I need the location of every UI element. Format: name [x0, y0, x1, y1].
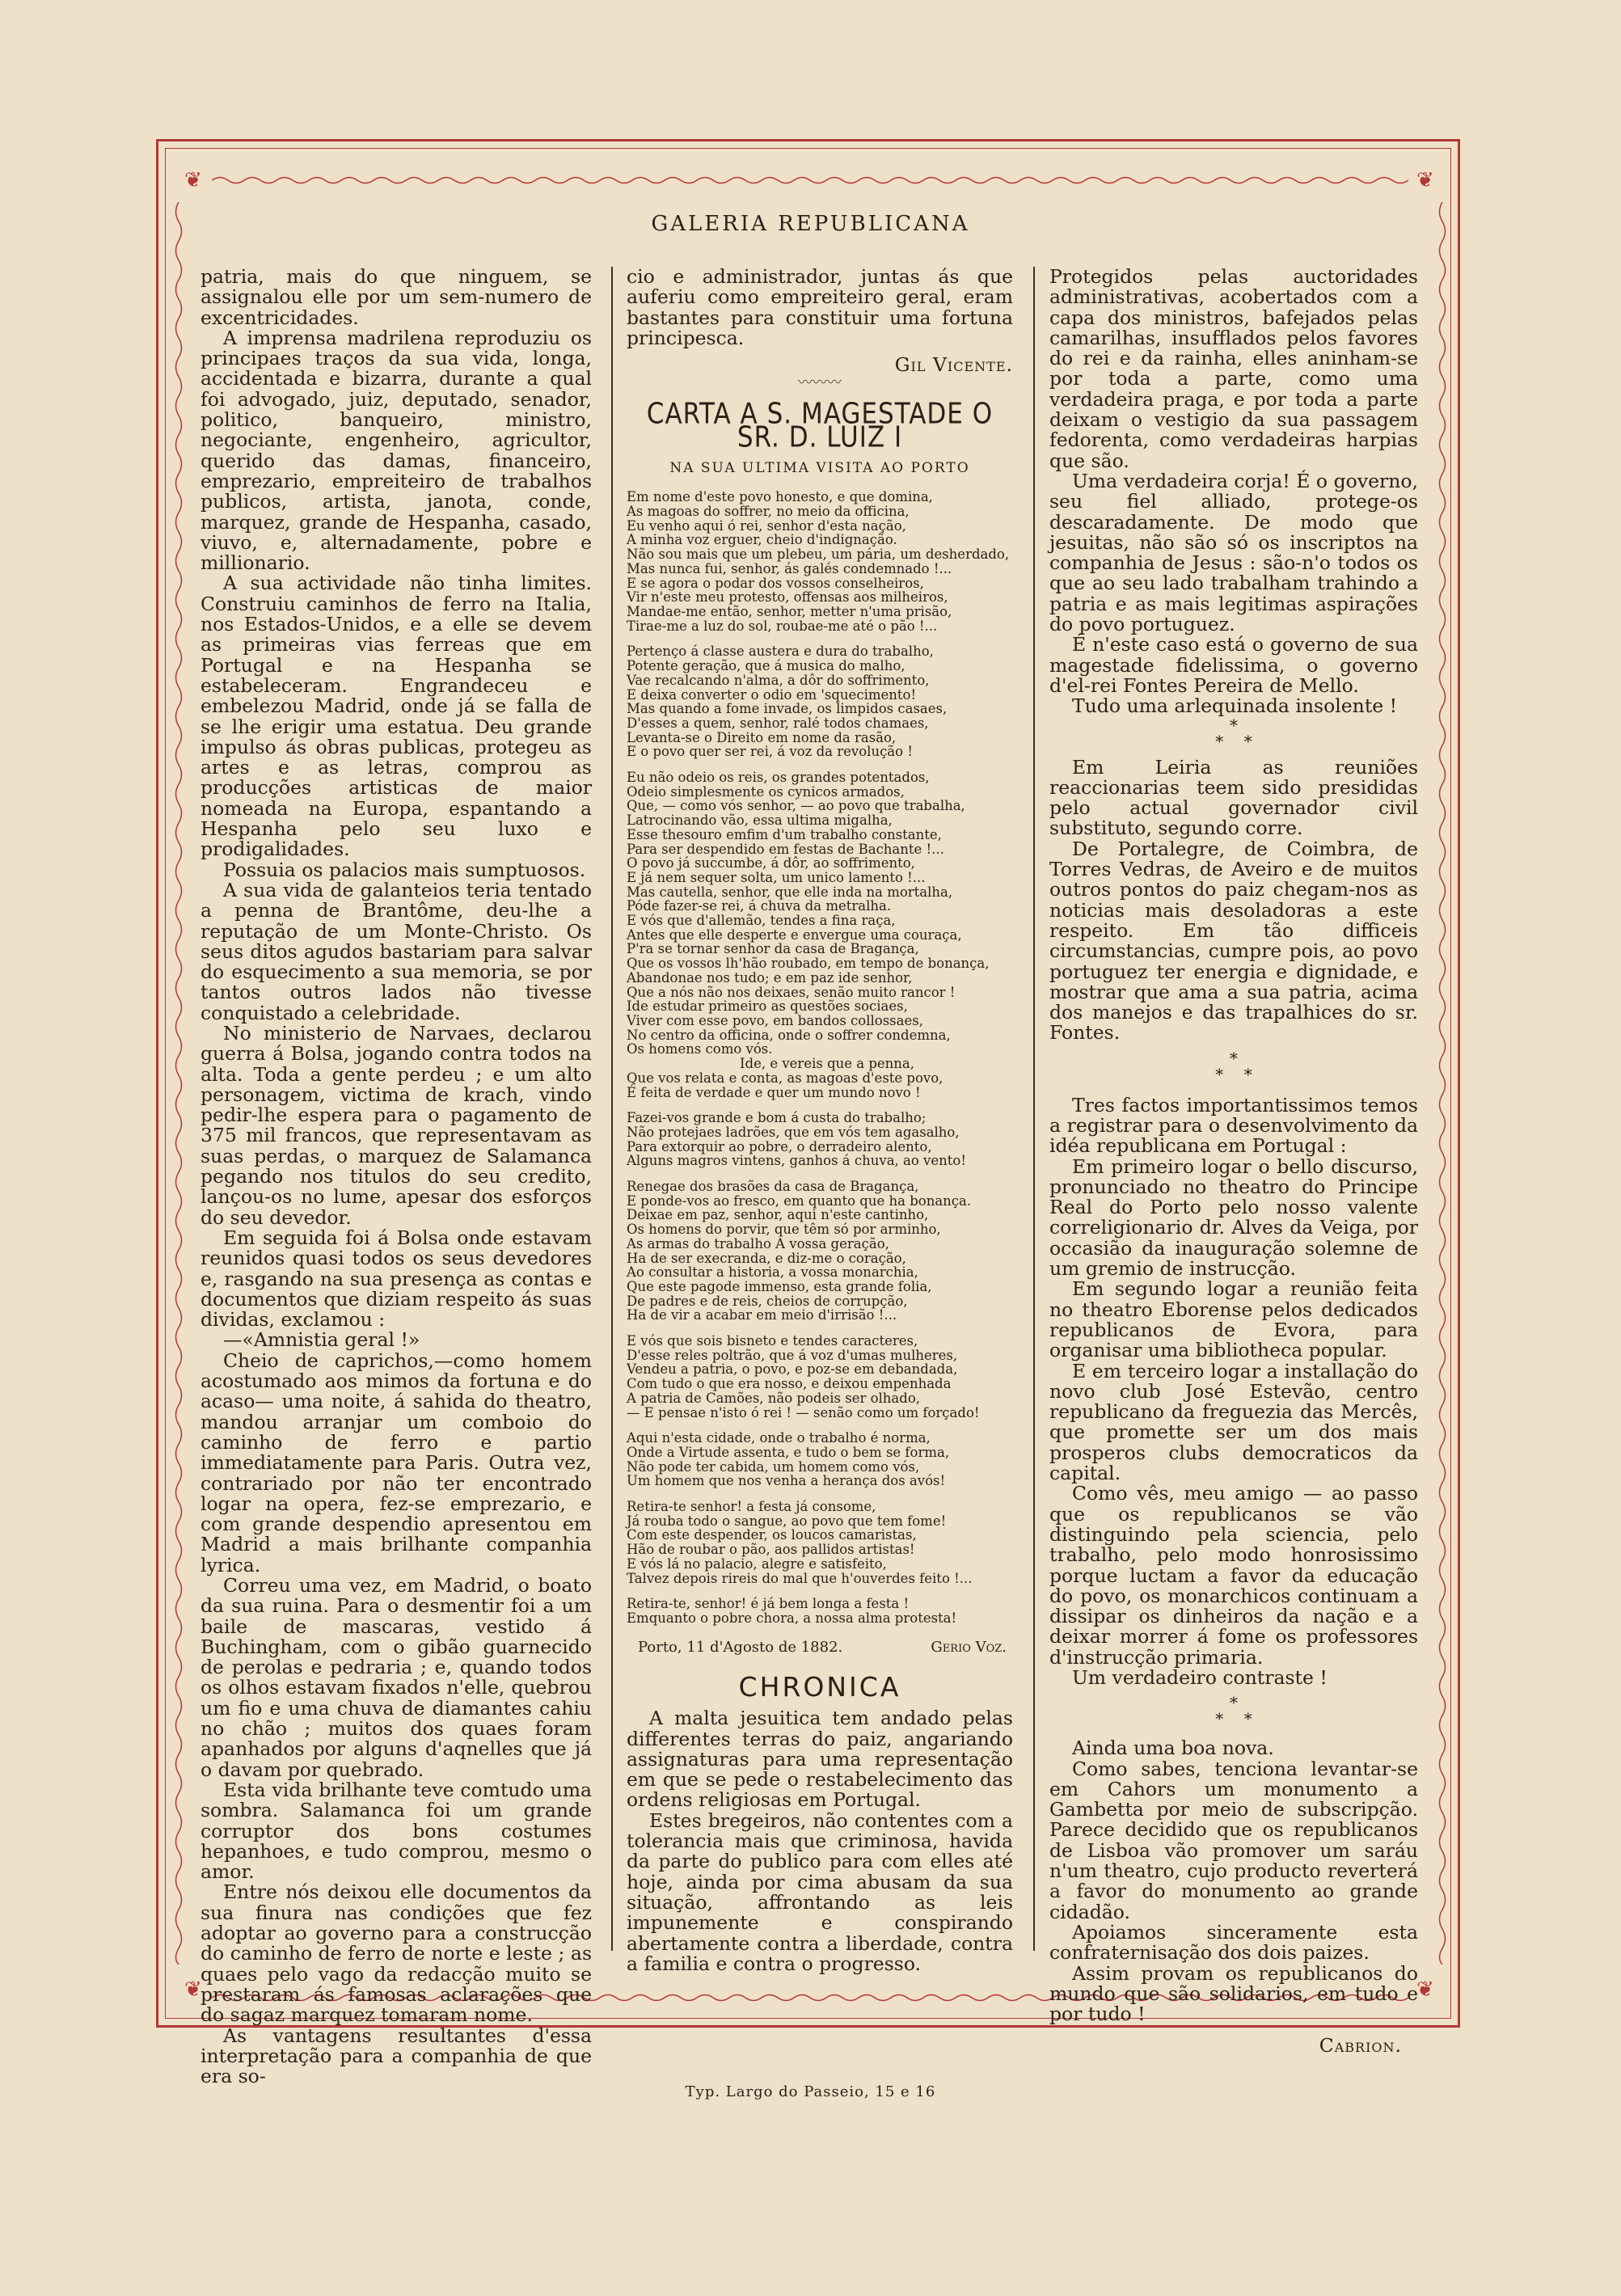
poem-stanza: [627, 1500, 1013, 1585]
poem-line: E vós que sois bisneto e tendes caracteres,: [627, 1333, 918, 1349]
poem-line: Retira-te, senhor! é já bem longa a festa !: [627, 1596, 910, 1612]
poem-line: Em nome d'este povo honesto, e que domina,: [627, 489, 933, 505]
asterism: * * *: [1215, 1048, 1252, 1084]
paragraph: Correu uma vez, em Madrid, o boato da sua ruina. Para o desmentir foi a um baile de mascaras, vestido á Buchingham, com o gibão guarnecido de perolas e pedraria ; e, quando todos os olhos estavam fixados n'elle, quebrou um fio e uma chuva de diamantes cahiu no chão ; muitos dos quaes foram apanhados por alguns d'aqnelles que já o davam por quebrado.: [201, 1574, 592, 1781]
paragraph: De Portalegre, de Coimbra, de Torres Vedras, de Aveiro e de muitos outros pontos do paiz chegam-nos as noticias mais desoladoras a este respeito. Em tão difficeis circumstancias, cumpre pois, ao povo portuguez ter energia e dignidade, e mostrar que ama a sua patria, acima dos manejos e das trapalhices do sr. Fontes.: [1049, 837, 1418, 1045]
poem-line: Mas nunca fui, senhor, ás galés condemnado !...: [627, 560, 952, 576]
col3-section-gambetta: [1049, 1738, 1418, 2024]
poem-line: Vae recalcando n'alma, a dôr do soffrimento,: [627, 672, 930, 688]
poem-title: CARTA A S. MAGESTADE O SR. D. LUIZ I: [646, 397, 994, 455]
poem-line: D'esse reles poltrão, que á voz d'umas mulheres,: [627, 1347, 958, 1363]
poem-line: Onde a Virtude assenta, e tudo o bem se forma,: [627, 1444, 950, 1460]
poem-line: Eu venho aqui ó rei, senhor d'esta nação,: [627, 517, 906, 534]
paragraph: Assim provam os republicanos do mundo que são solidarios, em tudo e por tudo !: [1049, 1961, 1418, 2026]
poem-line: Tirae-me a luz do sol, roubae-me até o pão !...: [627, 618, 938, 634]
paragraph: As vantagens resultantes d'essa interpretação para a companhia de que era so-: [201, 2024, 592, 2088]
poem-line: Alguns magros vintens, ganhos á chuva, ao vento!: [627, 1153, 966, 1169]
poem-line: E ponde-vos ao fresco, em quanto que ha bonança.: [627, 1192, 972, 1209]
poem-line: Com este despender, os loucos camaristas,: [627, 1527, 917, 1543]
poem-line: Para extorquir ao pobre, o derradeiro alento,: [627, 1138, 932, 1154]
poem-line: Abandonae nos tudo; e em paz ide senhor,: [627, 969, 913, 986]
paragraph: A sua vida de galanteios teria tentado a penna de Brantôme, deu-lhe a reputação de um Monte-Christo. Os seus ditos agudos bastariam para salvar do esquecimento a sua memoria, se por tantos outros lados não tivesse conquistado a celebridade.: [201, 878, 592, 1024]
poem-line: Eu não odeio os reis, os grandes potentados,: [627, 770, 930, 786]
poem-line: Vendeu a patria, o povo, e poz-se em debandada,: [627, 1361, 958, 1378]
poem-line: Não pode ter cabida, um homem como vós,: [627, 1458, 920, 1475]
poem-line: Póde fazer-se rei, á chuva da metralha.: [627, 898, 892, 914]
poem-line: Já rouba todo o sangue, ao povo que tem fome!: [627, 1513, 947, 1529]
col2-intro: cio e administrador, juntas ás que auferiu como empreiteiro geral, eram bastantes para constituir uma fortuna principesca.: [627, 265, 1013, 349]
poem-stanza: [627, 1111, 1013, 1168]
poem: [627, 490, 1013, 1625]
paragraph: Protegidos pelas auctoridades administrativas, acobertados com a capa dos ministros, bafejados pelas camarilhas, insufflados pelos favores do rei e da rainha, elles aninham-se por toda a parte, como uma verdadeira praga, e por toda a parte deixam o vestigio da sua passagem fedorenta, como verdadeiras harpias que são.: [1049, 265, 1418, 472]
poem-line: As armas do trabalho A vossa geração,: [627, 1235, 889, 1251]
poem-line: Não protejaes ladrões, que em vós tem agasalho,: [627, 1124, 960, 1140]
poem-line: Que os vossos lh'hão roubado, em tempo de bonança,: [627, 956, 990, 972]
paragraph: Em segundo logar a reunião feita no theatro Eborense pelos dedicados republicanos de Evora, para organisar uma bibliotheca popular.: [1049, 1277, 1418, 1362]
poem-line: E deixa converter o odio em 'squecimento!: [627, 686, 917, 703]
column-2: [627, 267, 1013, 1974]
poem-line: E o povo quer ser rei, á voz da revolução !: [627, 744, 913, 760]
poem-line: Ha de ser execranda, e diz-me o coração,: [627, 1250, 906, 1266]
separator-flourish: 〰〰〰: [798, 374, 842, 392]
poem-line: — E pensae n'isto ó rei ! — senão como um forçado!: [627, 1404, 980, 1420]
paragraph: E em terceiro logar a installação do novo club José Estevão, centro republicano da freguezia das Mercês, que promette ser um dos mais prosperos clubs democraticos da capital.: [1049, 1359, 1418, 1485]
poem-line: Viver com esse povo, em bandos collossaes,: [627, 1012, 923, 1028]
paragraph: Ainda uma boa nova.: [1072, 1737, 1274, 1760]
paragraph: Um verdadeiro contraste !: [1072, 1666, 1328, 1689]
poem-stanza: [627, 644, 1013, 759]
paragraph: Em primeiro logar o bello discurso, pronunciado no theatro do Principe Real do Porto pelo nosso valente correligionario dr. Alves da Veiga, por occasião da inauguração solemne de um gremio de instrucção.: [1049, 1154, 1418, 1281]
paragraph: patria, mais do que ninguem, se assignalou elle por um sem-numero de excentricidades.: [201, 265, 592, 329]
poem-line: Emquanto o pobre chora, a nossa alma protesta!: [627, 1610, 957, 1626]
poem-line: Levanta-se o Direito em nome da rasão,: [627, 729, 897, 745]
poem-stanza: [627, 1597, 1013, 1625]
poem-line: Esse thesouro emfim d'um trabalho constante,: [627, 826, 942, 842]
asterism: * * *: [1215, 1693, 1252, 1729]
paragraph: Como sabes, tenciona levantar-se em Cahors um monumento a Gambetta por meio de subscripção. Parece decidido que os republicanos de Lisboa vão promover um saráu n'um theatro, cujo producto reverterá a favor do monumento ao grande cidadão.: [1049, 1757, 1418, 1923]
column-1: [201, 267, 592, 2087]
poem-line: Odeio simplesmente os cynicos armados,: [627, 783, 905, 800]
col3-section-three-facts: [1049, 1095, 1418, 1689]
wavy-border-right: [1435, 202, 1450, 1965]
poem-stanza: [627, 1431, 1013, 1488]
poem-line: D'esses a quem, senhor, ralé todos chamaes,: [627, 715, 929, 731]
chronica-body: [627, 1708, 1013, 1974]
paragraph: Apoiamos sinceramente esta confraternisação dos dois paizes.: [1049, 1920, 1418, 1965]
poem-line: E vós lá no palacio, alegre e satisfeito,: [627, 1555, 887, 1572]
corner-flourish-bl: ❦: [184, 1977, 202, 2002]
corner-flourish-tl: ❦: [184, 168, 202, 192]
poem-line: Potente geração, que á musica do malho,: [627, 658, 905, 674]
poem-line: Mas quando a fome invade, os limpidos casaes,: [627, 701, 948, 717]
paragraph: Estes bregeiros, não contentes com a tolerancia mais que criminosa, havida da parte do publico para com elles até hoje, ainda por cima abusam da sua situação, affrontando as leis impunemente e conspirando abertamente contra a liberdade, contra a familia e contra o progresso.: [627, 1809, 1013, 1975]
poem-signature: Gerio Voz.: [931, 1638, 1007, 1656]
poem-line: Mandae-me então, senhor, metter n'uma prisão,: [627, 604, 952, 619]
col2-intro-signature: Gil Vicente.: [894, 353, 1013, 377]
poem-line: Ao consultar a historia, a vossa monarchia,: [627, 1264, 918, 1281]
poem-line: P'ra se tornar senhor da casa de Bragança,: [627, 941, 919, 957]
poem-line: Que vos relata e conta, as magoas d'este povo,: [627, 1070, 943, 1086]
column-rule-2: [1033, 267, 1035, 1951]
poem-line: E vós que d'allemão, tendes a fina raça,: [627, 913, 896, 929]
paragraph: A imprensa madrilena reproduziu os principaes traços da sua vida, longa, accidentada e bizarra, durante a qual foi advogado, juiz, deputado, senador, politico, banqueiro, ministro, negociante, engenheiro, agricultor, querido das damas, financeiro, emprezario, empreiteiro de trabalhos publicos, artista, janota, conde, marquez, grande de Hespanha, casado, viuvo, e, alternadamente, pobre e millionario.: [201, 326, 592, 575]
poem-line: O povo já succumbe, á dôr, ao soffrimento,: [627, 855, 915, 872]
poem-line: É feita de verdade e quer um mundo novo !: [627, 1084, 921, 1100]
poem-dateline: [627, 1637, 1013, 1657]
poem-line: Antes que elle desperte e envergue uma couraça,: [627, 926, 962, 943]
poem-stanza: [627, 1057, 1013, 1099]
poem-line: Não sou mais que um plebeu, um pária, um desherdado,: [627, 547, 1010, 563]
poem-stanza: [627, 770, 1013, 1057]
poem-line: Fazei-vos grande e bom á custa do trabalho;: [627, 1110, 927, 1126]
corner-flourish-br: ❦: [1416, 1977, 1434, 2002]
poem-line: Que a nós não nos deixaes, senão muito rancor !: [627, 984, 956, 1000]
poem-line: E já nem sequer solta, um unico lamento !...: [627, 869, 926, 885]
column-3: [1049, 267, 1418, 2057]
column-rule-1: [611, 267, 613, 1951]
poem-line: Latrocinando vão, essa ultima migalha,: [627, 812, 893, 829]
poem-line: Que, — como vós senhor, — ao povo que trabalha,: [627, 798, 965, 814]
poem-line: Aqui n'esta cidade, onde o trabalho é norma,: [627, 1430, 931, 1446]
paragraph: Em seguida foi á Bolsa onde estavam reunidos quasi todos os seus devedores e, rasgando na sua presença as contas e documentos que diziam respeito ás suas dividas, exclamou :: [201, 1226, 592, 1332]
poem-line: De padres e de reis, cheios de corrupção,: [627, 1293, 908, 1309]
poem-subtitle: NA SUA ULTIMA VISITA AO PORTO: [669, 460, 970, 477]
poem-line: Talvez depois rireis do mal que h'ouverdes feito !...: [627, 1570, 973, 1586]
corner-flourish-tr: ❦: [1416, 168, 1434, 192]
poem-line: Ide, e vereis que a penna,: [740, 1056, 915, 1072]
col3-signature: Cabrion.: [1319, 2034, 1402, 2058]
poem-line: Que este pagode immenso, esta grande folia,: [627, 1278, 932, 1294]
paragraph: A sua actividade não tinha limites. Construiu caminhos de ferro na Italia, nos Estados-Unidos, e a elle se devem as primeiras vias ferreas que em Portugal e na Hespanha se estabeleceram. Engrandeceu e embelezou Madrid, onde já se falla de se lhe erigir uma estatua. Deu grande impulso ás obras publicas, protegeu as artes e as letras, comprou as producções artisticas de maior nomeada na Europa, espantando a Hespanha pelo seu luxo e prodigalidades.: [201, 572, 592, 861]
poem-line: Ide estudar primeiro as questões sociaes,: [627, 998, 908, 1015]
poem-stanza: [627, 1334, 1013, 1420]
paragraph: É n'este caso está o governo de sua magestade fidelissima, o governo d'el-rei Fontes Pereira de Mello.: [1049, 633, 1418, 697]
paragraph: Uma verdadeira corja! É o governo, seu fiel alliado, protege-os descaradamente. De modo que jesuitas, não são só os inscriptos na companhia de Jesus : são-n'o todos os que ao seu lado trabalham trahindo a patria e as mais legitimas aspirações do povo portuguez.: [1049, 469, 1418, 636]
masthead: GALERIA REPUBLICANA: [651, 212, 970, 236]
poem-line: Ha de vir a acabar em meio d'irrisão !...: [627, 1307, 897, 1323]
poem-line: E se agora o podar dos vossos conselheiros,: [627, 575, 924, 591]
paragraph: —«Amnistia geral !»: [223, 1328, 420, 1352]
paragraph: Em Leiria as reuniões reaccionarias teem sido presididas pelo actual governador civil substituto, segundo corre.: [1049, 755, 1418, 840]
chronica-title: CHRONICA: [738, 1671, 901, 1703]
poem-line: Para ser despendido em festas de Bachante !...: [627, 841, 944, 857]
poem-stanza: [627, 490, 1013, 633]
poem-line: Um homem que nos venha a herança dos avós!: [627, 1473, 946, 1489]
col3-section-jesuits: [1049, 267, 1418, 717]
asterism: * * *: [1215, 715, 1252, 751]
paragraph: Tres factos importantissimos temos a registrar para o desenvolvimento da idéa republicana em Portugal :: [1049, 1093, 1418, 1158]
poem-line: Pertenço á classe austera e dura do trabalho,: [627, 644, 934, 660]
wavy-border-top: [212, 173, 1408, 188]
poem-stanza: [627, 1180, 1013, 1323]
poem-line: Hão de roubar o pão, aos pallidos artistas!: [627, 1542, 915, 1558]
poem-line: Vir n'este meu protesto, offensas aos milheiros,: [627, 589, 948, 606]
poem-line: Mas cautella, senhor, que elle inda na mortalha,: [627, 884, 953, 900]
col3-section-leiria: [1049, 755, 1418, 1045]
paragraph: Esta vida brilhante teve comtudo uma sombra. Salamanca foi um grande corruptor dos bons costumes hepanhoes, e tudo comprou, mesmo o amor.: [201, 1778, 592, 1884]
poem-date: Porto, 11 d'Agosto de 1882.: [638, 1638, 843, 1656]
poem-line: Deixae em paz, senhor, aqui n'este cantinho,: [627, 1207, 929, 1223]
poem-line: A minha voz erguer, cheio d'indignação.: [627, 532, 897, 548]
wavy-border-left: [171, 202, 186, 1965]
printer-imprint: Typ. Largo do Passeio, 15 e 16: [685, 2083, 936, 2100]
paragraph: No ministerio de Narvaes, declarou guerra á Bolsa, jogando contra todos na alta. Toda a gente perdeu ; e um alto personagem, victima de krach, vindo pedir-lhe espera para o pagamento de 375 mil francos, que representavam as suas perdas, o marquez de Salamanca pegando nos titulos do seu credito, lançou-os no lume, apesar dos esforços do seu devedor.: [201, 1021, 592, 1229]
paragraph: A malta jesuitica tem andado pelas differentes terras do paiz, angariando assignaturas para uma representação em que se pede o restabelecimento das ordens religiosas em Portugal.: [627, 1707, 1013, 1812]
poem-line: Os homens como vós.: [627, 1041, 773, 1057]
paragraph: Entre nós deixou elle documentos da sua finura nas condições que fez adoptar ao governo para a construcção do caminho de ferro de norte e leste ; as quaes pelo vago da redacção muito se prestaram ás famosas aclarações que do sagaz marquez tomaram nome.: [201, 1880, 592, 2027]
poem-line: Os homens do porvir, que têm só por arminho,: [627, 1222, 941, 1238]
poem-line: No centro da officina, onde o soffrer condemna,: [627, 1027, 951, 1043]
poem-line: Retira-te senhor! a festa já consome,: [627, 1499, 876, 1515]
paragraph: Tudo uma arlequinada insolente !: [1072, 694, 1398, 718]
poem-line: Renegae dos brasões da casa de Bragança,: [627, 1179, 919, 1195]
poem-line: A patria de Camões, não podeis ser olhado,: [627, 1390, 921, 1406]
poem-line: As magoas do soffrer, no meio da officina,: [627, 504, 910, 520]
poem-line: Com tudo o que era nosso, e deixou empenhada: [627, 1376, 952, 1392]
paragraph: Possuia os palacios mais sumptuosos.: [223, 858, 586, 881]
paragraph: Cheio de caprichos,—como homem acostumado aos mimos da fortuna e do acaso— uma noite, á sahida do theatro, mandou arranjar um comboio do caminho de ferro e partio immediatamente para Paris. Outra vez, contrariado por não ter encontrado logar na opera, fez-se emprezario, e com grande despendio apresentou em Madrid a mais brilhante companhia lyrica.: [201, 1348, 592, 1576]
paragraph: Como vês, meu amigo — ao passo que os republicanos se vão distinguindo pela sciencia, pelo trabalho, pelo modo honrosissimo porque luctam a favor da educação do povo, os monarchicos continuam a dissipar os dinheiros da nação e a deixar morrer á fome os professores d'instrucção primaria.: [1049, 1482, 1418, 1669]
